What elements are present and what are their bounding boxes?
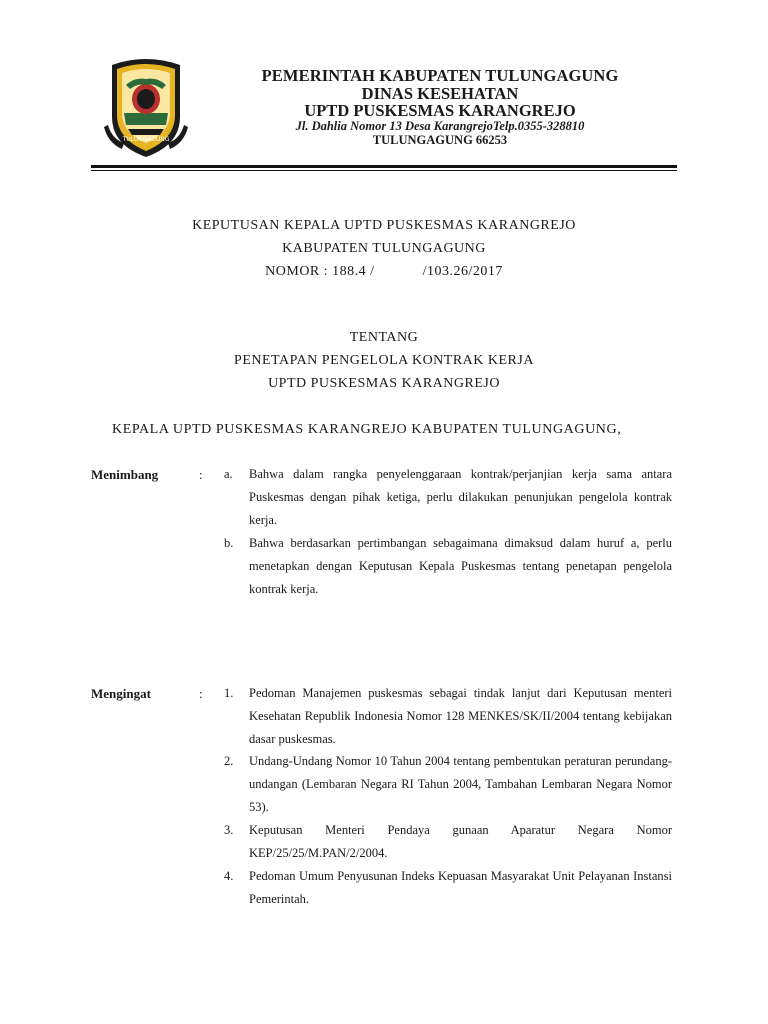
decree-title: KEPUTUSAN KEPALA UPTD PUSKESMAS KARANGREJO <box>192 218 576 233</box>
letterhead-city: TULUNGAGUNG 66253 <box>372 133 508 147</box>
letterhead-rule-thick <box>91 165 677 168</box>
mengingat-item <box>224 865 672 911</box>
menimbang-label: Menimbang <box>91 467 159 482</box>
mengingat-item <box>224 819 672 865</box>
regency-emblem-icon <box>104 55 188 159</box>
item-marker: 4. <box>224 869 234 883</box>
decree-number-prefix: NOMOR : 188.4 / <box>265 264 375 279</box>
letterhead-address: Jl. Dahlia Nomor 13 Desa KarangrejoTelp.0355-328810 <box>295 119 585 133</box>
mengingat-item <box>224 750 672 819</box>
letterhead-unit: UPTD PUSKESMAS KARANGREJO <box>304 101 576 120</box>
decree-subject: PENETAPAN PENGELOLA KONTRAK KERJA <box>234 353 534 368</box>
item-text: Pedoman Manajemen puskesmas sebagai tindak lanjut dari Keputusan menteri Kesehatan Republik Indonesia Nomor 128 MENKES/SK/II/2004 tentang kebijakan dasar puskesmas. <box>249 686 672 746</box>
tentang-heading: TENTANG <box>349 330 419 345</box>
mengingat-colon: : <box>199 686 203 701</box>
decree-number-suffix: /103.26/2017 <box>422 264 503 279</box>
letterhead-agency: DINAS KESEHATAN <box>361 84 519 103</box>
item-text: Keputusan Menteri Pendaya gunaan Aparatur Negara Nomor KEP/25/25/M.PAN/2/2004. <box>249 823 672 860</box>
menimbang-item <box>224 532 672 601</box>
mengingat-item <box>224 682 672 751</box>
item-marker: a. <box>224 467 233 481</box>
item-marker: 3. <box>224 823 234 837</box>
decree-region: KABUPATEN TULUNGAGUNG <box>282 241 486 256</box>
letterhead-government: PEMERINTAH KABUPATEN TULUNGAGUNG <box>261 66 619 85</box>
item-text: Pedoman Umum Penyusunan Indeks Kepuasan Masyarakat Unit Pelayanan Instansi Pemerintah. <box>249 869 672 906</box>
item-marker: b. <box>224 536 234 550</box>
letterhead-rule-thin <box>91 170 677 171</box>
item-text: Bahwa dalam rangka penyelenggaraan kontrak/perjanjian kerja sama antara Puskesmas dengan pihak ketiga, perlu dilakukan penunjukan pengelola kontrak kerja. <box>249 467 672 527</box>
emblem-label: TULUNGAGUNG <box>122 136 170 143</box>
mengingat-label: Mengingat <box>91 686 151 701</box>
item-marker: 2. <box>224 754 234 768</box>
menimbang-colon: : <box>199 467 203 482</box>
item-text: Undang-Undang Nomor 10 Tahun 2004 tentang pembentukan peraturan perundang-undangan (Lembaran Negara RI Tahun 2004, Tambahan Lembaran Negara Nomor 53). <box>249 754 672 814</box>
decree-subject-unit: UPTD PUSKESMAS KARANGREJO <box>268 376 500 391</box>
item-text: Bahwa berdasarkan pertimbangan sebagaimana dimaksud dalam huruf a, perlu menetapkan dengan Keputusan Kepala Puskesmas tentang penetapan pengelola kontrak kerja. <box>249 536 672 596</box>
kepala-heading: KEPALA UPTD PUSKESMAS KARANGREJO KABUPATEN TULUNGAGUNG, <box>112 422 622 437</box>
item-marker: 1. <box>224 686 234 700</box>
decree-number <box>60 264 708 280</box>
menimbang-item <box>224 463 672 532</box>
